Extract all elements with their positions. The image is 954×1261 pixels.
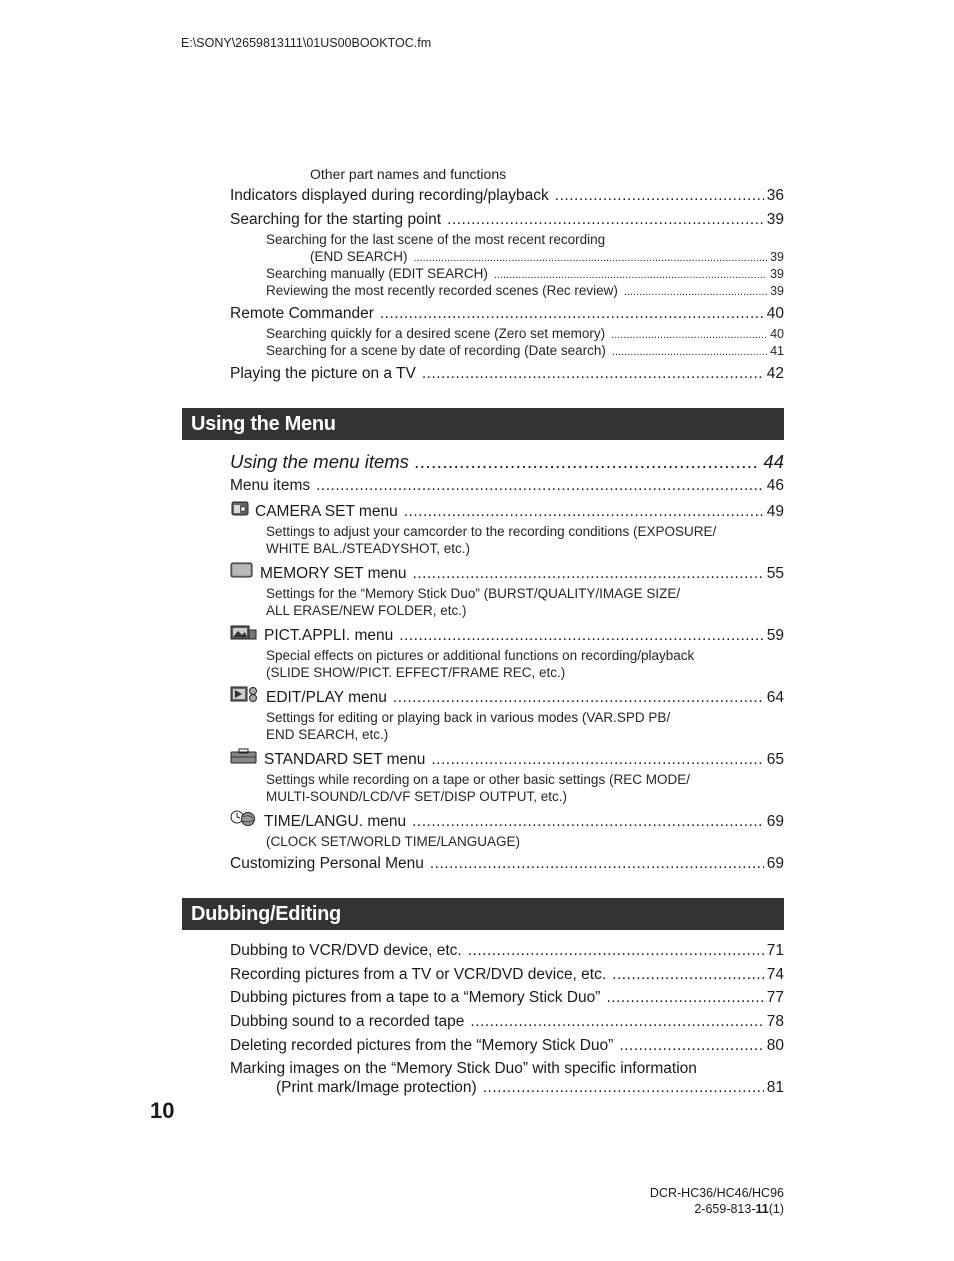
- toc-page: 42: [766, 365, 784, 382]
- leader-dots: [316, 477, 764, 495]
- toc-title: Playing the picture on a TV: [230, 365, 416, 382]
- toc-title: (Print mark/Image protection): [276, 1079, 477, 1096]
- leader-dots: [431, 751, 763, 769]
- leader-dots: [412, 565, 763, 583]
- toc-page: 39: [770, 250, 784, 264]
- leader-dots: [412, 813, 764, 831]
- leader-dots: [404, 503, 764, 521]
- leader-dots: [393, 689, 764, 707]
- memory-set-icon: [230, 562, 253, 578]
- leader-dots: [612, 343, 767, 360]
- toc-page: 81: [766, 1079, 784, 1096]
- memory-set-description: Settings for the “Memory Stick Duo” (BURST/QUALITY/IMAGE SIZE/ ALL ERASE/NEW FOLDER, etc.): [266, 586, 681, 618]
- standard-set-icon: [230, 748, 257, 764]
- standard-set-description: Settings while recording on a tape or other basic settings (REC MODE/ MULTI-SOUND/LCD/VF SET/DISP OUTPUT, etc.): [266, 772, 690, 804]
- toc-sub-rec-review[interactable]: [266, 283, 784, 300]
- leader-dots: [380, 305, 764, 323]
- toc-title: Searching manually (EDIT SEARCH): [266, 266, 488, 281]
- toc-page: 71: [766, 942, 784, 959]
- edit-play-description: Settings for editing or playing back in various modes (VAR.SPD PB/ END SEARCH, etc.): [266, 710, 671, 742]
- toc-title: TIME/LANGU. menu: [264, 813, 407, 830]
- toc-page: 77: [766, 989, 784, 1006]
- leader-dots: [612, 966, 764, 984]
- toc-sub-date-search[interactable]: [266, 343, 784, 360]
- toc-title: Searching quickly for a desired scene (Zero set memory): [266, 326, 606, 341]
- camera-set-description: Settings to adjust your camcorder to the recording conditions (EXPOSURE/ WHITE BAL./STEADYSHOT, etc.): [266, 524, 717, 556]
- toc-sub-zero-set[interactable]: [266, 326, 784, 343]
- leader-dots: [624, 283, 767, 300]
- toc-page: 74: [766, 966, 784, 983]
- toc-page: 78: [766, 1013, 784, 1030]
- toc-title: Dubbing to VCR/DVD device, etc.: [230, 942, 462, 959]
- leader-dots: [619, 1037, 763, 1055]
- toc-title: Deleting recorded pictures from the “Memory Stick Duo”: [230, 1037, 614, 1054]
- section-heading-dubbing-editing: Dubbing/Editing: [182, 898, 784, 930]
- toc-title: PICT.APPLI. menu: [264, 627, 394, 644]
- toc-title: STANDARD SET menu: [264, 751, 426, 768]
- toc-title: Dubbing sound to a recorded tape: [230, 1013, 465, 1030]
- pict-appli-icon: [230, 624, 257, 640]
- toc-title: Remote Commander: [230, 305, 374, 322]
- toc-entry-remote-commander[interactable]: [230, 305, 784, 323]
- toc-entry-memory-set[interactable]: [230, 562, 784, 583]
- camera-set-icon: [230, 500, 248, 516]
- toc-title: (END SEARCH): [310, 249, 408, 264]
- toc-sub-edit-search[interactable]: [266, 266, 784, 283]
- page-number: 10: [150, 1098, 175, 1123]
- toc-entry-using-menu-items[interactable]: [230, 451, 784, 473]
- toc-entry-pict-appli[interactable]: [230, 624, 784, 645]
- toc-page: 69: [766, 813, 784, 830]
- toc-page: 59: [766, 627, 784, 644]
- leader-dots: [422, 365, 764, 383]
- toc-page: 39: [770, 284, 784, 298]
- leader-dots: [415, 451, 761, 473]
- toc-entry-dubbing-sound[interactable]: [230, 1013, 784, 1031]
- file-path-header: E:\SONY\2659813111\01US00BOOKTOC.fm: [181, 36, 432, 50]
- toc-page: 36: [766, 187, 784, 204]
- toc-entry-starting-point[interactable]: [230, 211, 784, 229]
- toc-sub-end-search[interactable]: [310, 249, 784, 266]
- toc-title: Recording pictures from a TV or VCR/DVD device, etc.: [230, 966, 607, 983]
- toc-page: 65: [766, 751, 784, 768]
- time-langu-description: (CLOCK SET/WORLD TIME/LANGUAGE): [266, 834, 521, 849]
- toc-sub-end-search-line1: Searching for the last scene of the most recent recording: [266, 232, 606, 247]
- toc-entry-edit-play[interactable]: [230, 686, 784, 707]
- leader-dots: [606, 989, 763, 1007]
- toc-entry-deleting-pictures[interactable]: [230, 1037, 784, 1055]
- toc-page: 64: [766, 689, 784, 706]
- toc-title: CAMERA SET menu: [255, 503, 398, 520]
- toc-page: 41: [770, 344, 784, 358]
- leader-dots: [430, 855, 764, 873]
- pict-appli-description: Special effects on pictures or additional functions on recording/playback (SLIDE SHOW/PICT. EFFECT/FRAME REC, etc.): [266, 648, 695, 680]
- section-subtitle-other-parts: Other part names and functions: [310, 166, 507, 182]
- toc-title: MEMORY SET menu: [260, 565, 407, 582]
- toc-entry-menu-items[interactable]: [230, 477, 784, 495]
- time-langu-icon: [230, 810, 257, 826]
- toc-page: 69: [766, 855, 784, 872]
- toc-entry-personal-menu[interactable]: [230, 855, 784, 873]
- toc-entry-dubbing-vcr[interactable]: [230, 942, 784, 960]
- toc-page: 80: [766, 1037, 784, 1054]
- leader-dots: [555, 187, 764, 205]
- toc-entry-marking-images[interactable]: [276, 1079, 784, 1097]
- leader-dots: [483, 1079, 764, 1097]
- toc-page: 39: [770, 267, 784, 281]
- toc-page: 39: [766, 211, 784, 228]
- footer-model-code: [650, 1185, 784, 1217]
- section-heading-using-menu: Using the Menu: [182, 408, 784, 440]
- leader-dots: [468, 942, 764, 960]
- footer-code: 2-659-813-11(1): [694, 1202, 784, 1216]
- leader-dots: [447, 211, 764, 229]
- leader-dots: [611, 326, 767, 343]
- footer-model: DCR-HC36/HC46/HC96: [649, 1186, 784, 1200]
- toc-entry-time-langu[interactable]: [230, 810, 784, 831]
- leader-dots: [414, 249, 768, 266]
- toc-page: 40: [766, 305, 784, 322]
- toc-entry-tv[interactable]: [230, 365, 784, 383]
- toc-title: Searching for the starting point: [230, 211, 442, 228]
- leader-dots: [470, 1013, 763, 1031]
- toc-title: Using the menu items: [230, 451, 409, 472]
- toc-page: 55: [766, 565, 784, 582]
- leader-dots: [399, 627, 764, 645]
- toc-entry-recording-tv[interactable]: [230, 966, 784, 984]
- toc-page: 40: [770, 327, 784, 341]
- toc-page: 49: [766, 503, 784, 520]
- toc-entry-indicators[interactable]: [230, 187, 784, 205]
- toc-title: Menu items: [230, 477, 311, 494]
- toc-title: Indicators displayed during recording/playback: [230, 187, 549, 204]
- toc-title: EDIT/PLAY menu: [266, 689, 387, 706]
- toc-entry-marking-line1: Marking images on the “Memory Stick Duo” with specific information: [230, 1060, 697, 1077]
- toc-entry-dubbing-pictures[interactable]: [230, 989, 784, 1007]
- toc-title: Dubbing pictures from a tape to a “Memory Stick Duo”: [230, 989, 601, 1006]
- toc-title: Reviewing the most recently recorded scenes (Rec review): [266, 283, 618, 298]
- toc-page: 44: [763, 451, 784, 472]
- toc-entry-standard-set[interactable]: [230, 748, 784, 769]
- toc-title: Searching for a scene by date of recording (Date search): [266, 343, 606, 358]
- toc-title: Customizing Personal Menu: [230, 855, 424, 872]
- toc-entry-camera-set[interactable]: [230, 500, 784, 521]
- leader-dots: [494, 266, 767, 283]
- edit-play-icon: [230, 686, 259, 702]
- toc-page: 46: [766, 477, 784, 494]
